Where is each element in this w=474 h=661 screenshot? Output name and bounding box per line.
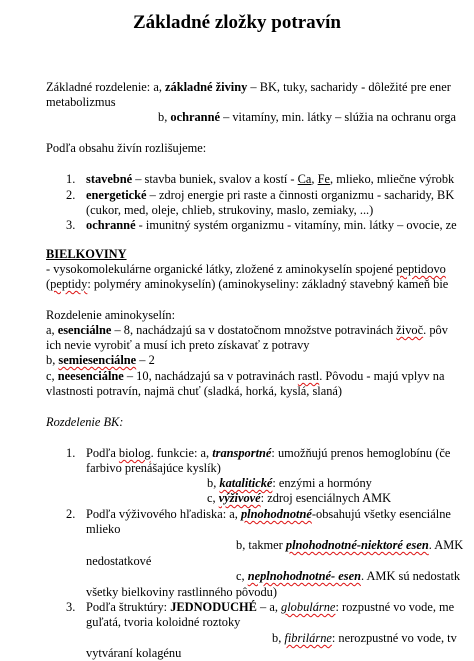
bold-term: neesenciálne [57, 369, 124, 383]
bk-item-3 [66, 600, 454, 615]
obsah-heading: Podľa obsahu živín rozlišujeme: [46, 141, 207, 155]
text: Základné rozdelenie: a, [46, 80, 166, 94]
bk-item-1-b [207, 476, 372, 491]
bold-term: esenciálne [57, 323, 112, 337]
text: . pôv [423, 323, 448, 337]
text: , mlieko, mliečne výrobk [330, 172, 455, 186]
list-number: 2. [66, 188, 76, 202]
bk-heading: Rozdelenie BK: [46, 415, 124, 429]
bold-term: stavebné [86, 172, 133, 186]
text: – zdroj energie pri raste a činnosti organizmu - sacharidy, BK [146, 188, 455, 202]
bk-item-2 [66, 507, 451, 522]
text: : zdroj esenciálnych AMK [260, 491, 392, 505]
bk-item-2-b-cont: nedostatkové [86, 554, 152, 568]
text: – vitamíny, min. látky – slúžia na ochranu orga [219, 110, 457, 124]
text: – BK, tuky, sacharidy - dôležité pre ener [247, 80, 451, 94]
text: . funkcie: a, [150, 446, 213, 460]
obsah-item-3 [66, 218, 457, 233]
bielkoviny-heading: BIELKOVINY [46, 247, 127, 261]
obsah-item-1 [66, 172, 454, 187]
bold-term: základné živiny [165, 80, 248, 94]
obsah-item-2-cont: (cukor, med, oleje, chlieb, strukoviny, maslo, zemiaky, ...) [86, 203, 374, 217]
text: – 8, nachádzajú sa v dostatočnom množstve potravinách [111, 323, 397, 337]
text: : nerozpustné vo vode, tv [331, 631, 457, 645]
text: – 10, nachádzajú sa v potravinách [123, 369, 298, 383]
text: Podľa štruktúry: [86, 600, 171, 614]
text: b, takmer [236, 538, 286, 552]
bk-item-3-b [272, 631, 457, 646]
text: -obsahujú všetky esenciálne [311, 507, 451, 521]
spellcheck-term: rastl [297, 369, 320, 383]
bk-item-1 [66, 446, 450, 461]
text: . AMK sú nedostatk [360, 569, 461, 583]
bk-item-2-c [236, 569, 460, 584]
spellcheck-term: živoč [396, 323, 424, 337]
text: , [311, 172, 318, 186]
bk-item-3-cont: guľatá, tvoria koloidné roztoky [86, 615, 241, 629]
text: – a, [256, 600, 282, 614]
bold-term: JEDNODUCHÉ [170, 600, 257, 614]
bold-term: semiesenciálne [58, 353, 137, 367]
underlined-term: Fe [317, 172, 331, 186]
amk-b [46, 353, 155, 368]
text: c, [46, 369, 58, 383]
text: . AMK [428, 538, 464, 552]
text: c, [236, 569, 248, 583]
list-number: 2. [66, 507, 76, 521]
text: a, [46, 323, 58, 337]
text: c, [207, 491, 219, 505]
bold-italic-term: katalitické [219, 476, 273, 490]
bold-italic-term: neplnohodnotné- esen [247, 569, 361, 583]
bk-item-2-b [236, 538, 463, 553]
list-number: 1. [66, 446, 76, 460]
intro-line-2: metabolizmus [46, 95, 116, 109]
bk-item-1-c [207, 491, 391, 506]
bold-italic-term: plnohodnotné-niektoré esen [285, 538, 429, 552]
bold-italic-term: transportné [212, 446, 272, 460]
bold-italic-term: výživové [218, 491, 261, 505]
text: Podľa výživového hľadiska: a, [86, 507, 241, 521]
amk-heading: Rozdelenie aminokyselín: [46, 308, 176, 322]
spellcheck-term: biolog [118, 446, 151, 460]
amk-a-cont: ich nevie vyrobiť a musí ich preto získavať z potravy [46, 338, 310, 352]
bk-item-2-c-cont: všetky bielkoviny rastlinného pôvodu) [86, 585, 277, 599]
text: ( [46, 277, 51, 291]
spellcheck-term: peptidovo [396, 262, 446, 276]
text: . Pôvodu - majú vplyv na [319, 369, 445, 383]
list-number: 1. [66, 172, 76, 186]
text: : umožňujú prenos hemoglobínu (če [271, 446, 451, 460]
italic-term: fibrilárne [284, 631, 332, 645]
text: Podľa [86, 446, 119, 460]
text: : enzými a hormóny [272, 476, 372, 490]
text: b, [158, 110, 171, 124]
bk-item-3-b-cont: vytváraní kolagénu [86, 646, 182, 660]
document-title: Základné zložky potravín [133, 12, 341, 33]
intro-line-1 [46, 80, 451, 95]
spellcheck-term: peptidy [50, 277, 88, 291]
text: – stavba buniek, svalov a kostí - [132, 172, 298, 186]
list-number: 3. [66, 218, 76, 232]
text: b, [46, 353, 59, 367]
text: : rozpustné vo vode, me [335, 600, 455, 614]
bold-term: energetické [86, 188, 147, 202]
obsah-item-2 [66, 188, 454, 203]
intro-line-3 [158, 110, 456, 125]
bold-term: ochranné [170, 110, 220, 124]
text: : polyméry aminokyselín) (aminokyseliny: základný stavebný kameň bie [87, 277, 449, 291]
text: – 2 [136, 353, 155, 367]
bielkoviny-desc-2 [46, 277, 448, 292]
bielkoviny-desc-1 [46, 262, 446, 277]
bold-italic-term: plnohodnotné [240, 507, 312, 521]
bk-item-2-cont: mlieko [86, 522, 121, 536]
amk-c [46, 369, 445, 384]
text: - vysokomolekulárne organické látky, zložené z aminokyselín spojené [46, 262, 397, 276]
text: b, [207, 476, 220, 490]
amk-c-cont: vlastnosti potravín, najmä chuť (sladká, horká, kyslá, slaná) [46, 384, 343, 398]
text: - imunitný systém organizmu - vitamíny, min. látky – ovocie, ze [135, 218, 457, 232]
underlined-term: Ca [297, 172, 312, 186]
italic-term: globulárne [281, 600, 336, 614]
list-number: 3. [66, 600, 76, 614]
text: b, [272, 631, 285, 645]
amk-a [46, 323, 448, 338]
bk-item-1-cont: farbivo prenášajúce kyslík) [86, 461, 221, 475]
bold-term: ochranné [86, 218, 136, 232]
